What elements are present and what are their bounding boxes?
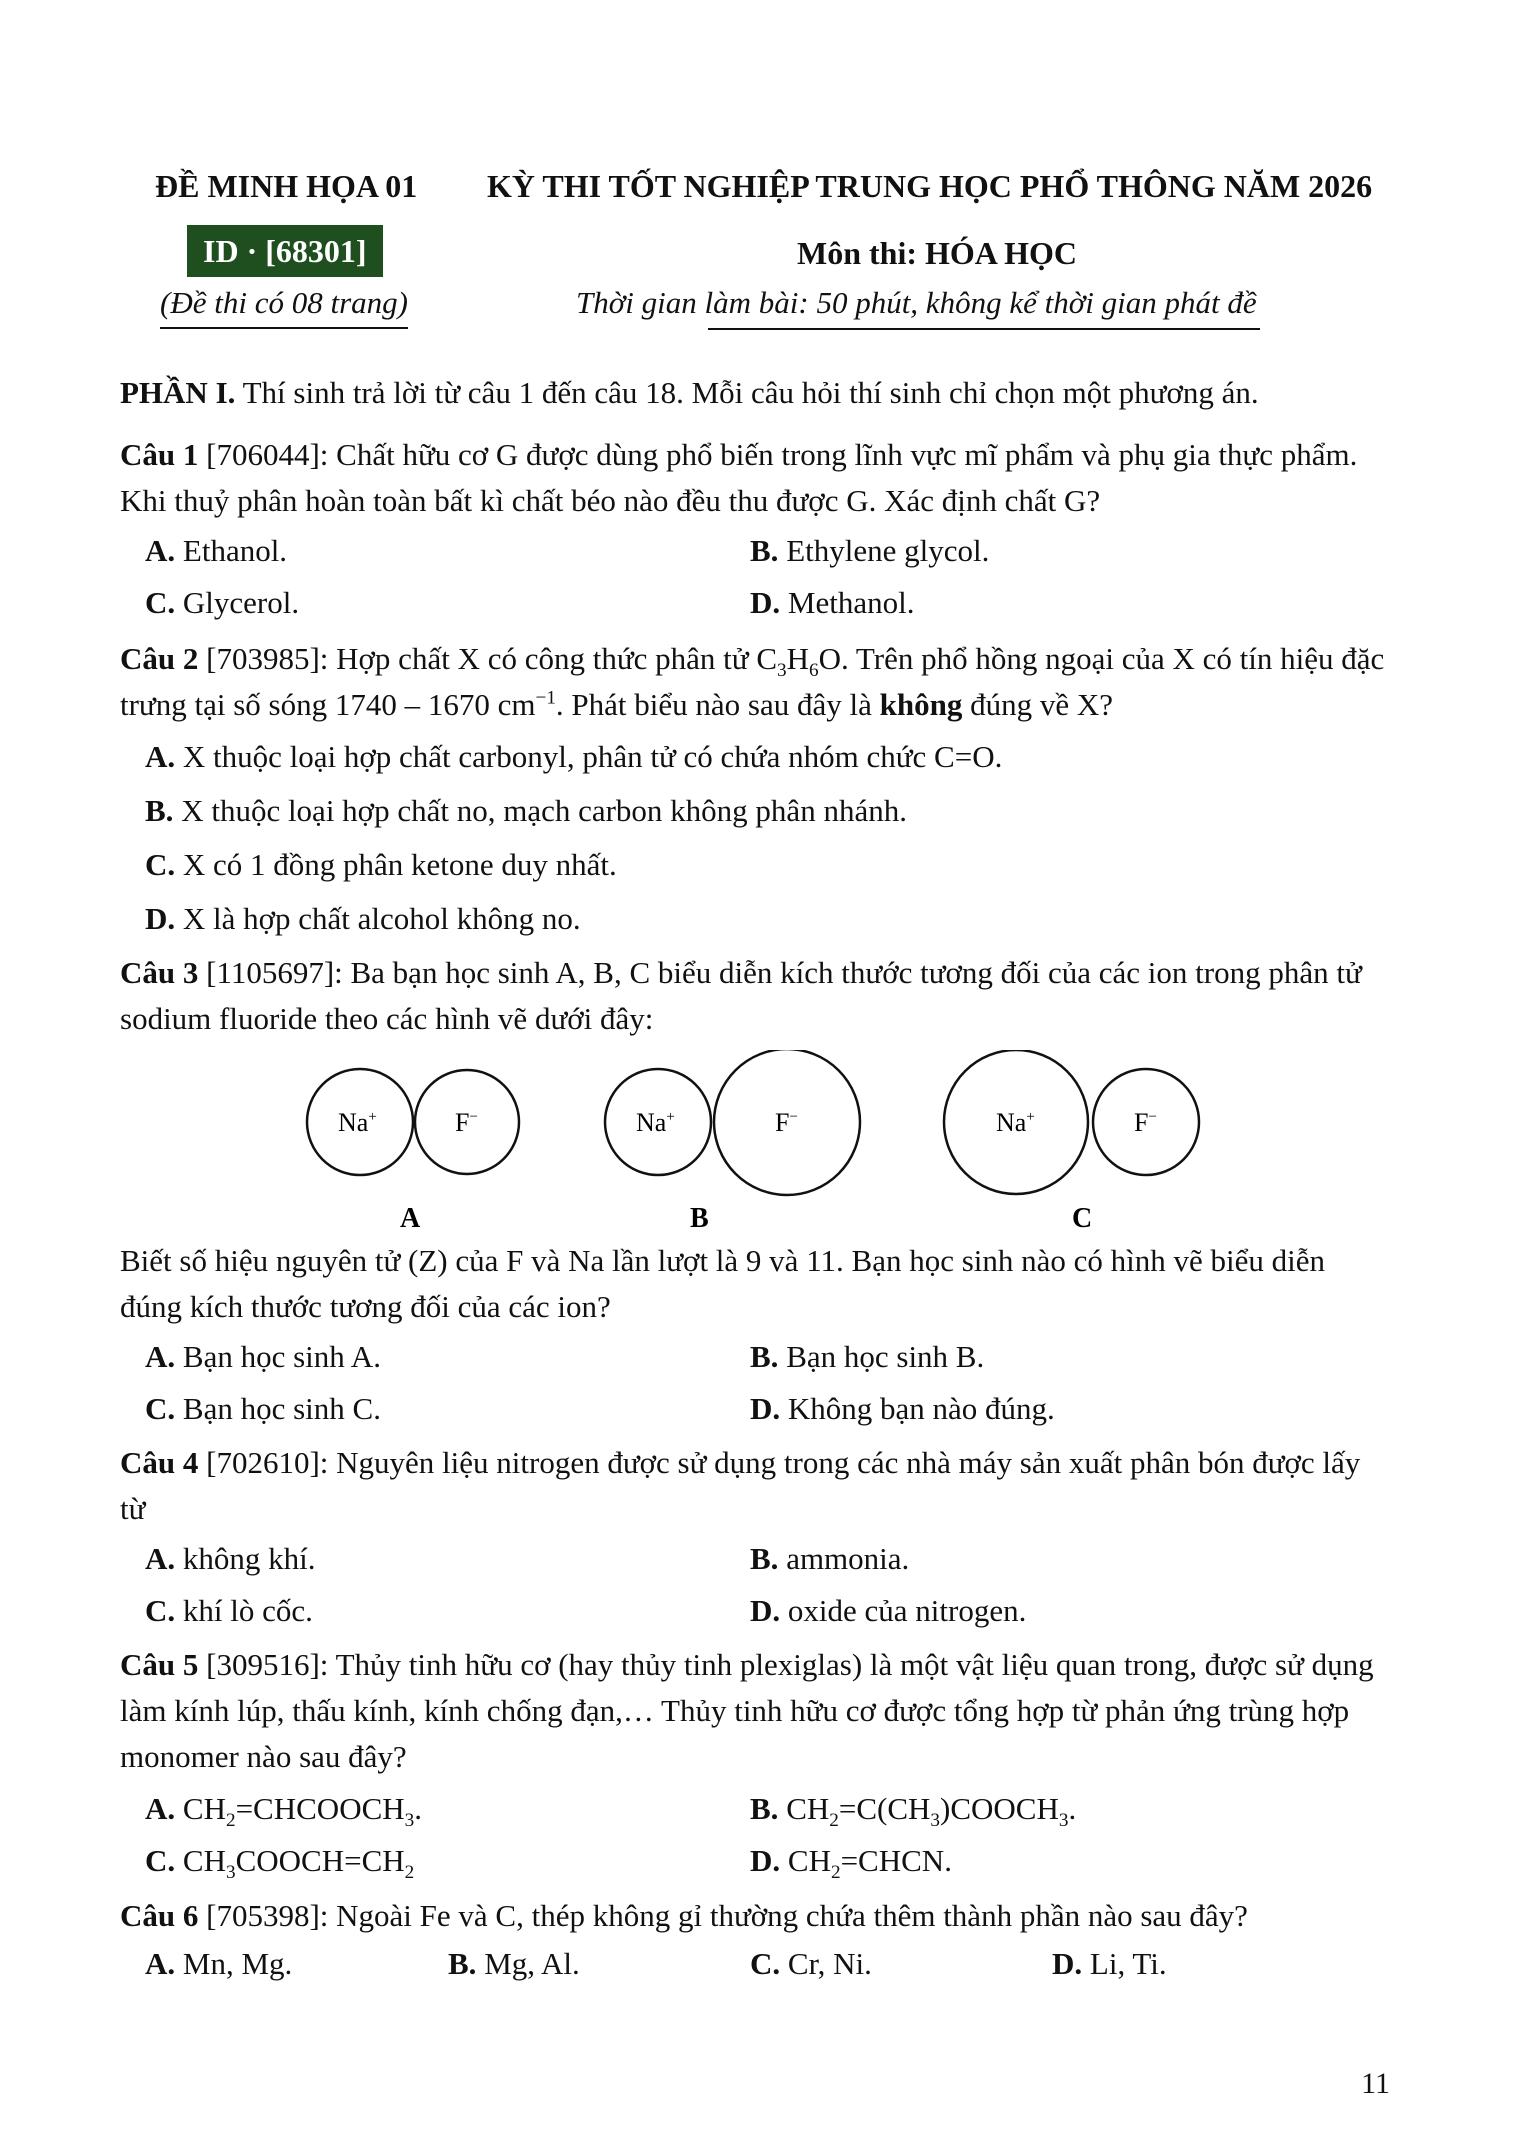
- option-letter: D.: [750, 1391, 781, 1426]
- subscript: 6: [809, 660, 819, 682]
- section-instruction: [120, 370, 1390, 416]
- option-letter: B.: [750, 1541, 779, 1576]
- q4-option-b[interactable]: [750, 1540, 909, 1579]
- option-text: Mn, Mg.: [182, 1946, 293, 1981]
- na-ion-label-b: Na+: [636, 1108, 675, 1137]
- question-6-label: Câu 6: [120, 1898, 199, 1933]
- question-1: [120, 432, 1390, 524]
- exam-code: ĐỀ MINH HỌA 01: [155, 168, 418, 204]
- option-text: Bạn học sinh B.: [786, 1339, 985, 1374]
- option-letter: C.: [145, 1391, 176, 1426]
- option-text: oxide của nitrogen.: [787, 1593, 1027, 1628]
- option-text: Bạn học sinh A.: [182, 1339, 381, 1374]
- option-letter: D.: [750, 1843, 781, 1878]
- q5-option-c[interactable]: [145, 1842, 415, 1884]
- question-4: [120, 1440, 1390, 1532]
- q5-option-a[interactable]: [145, 1790, 422, 1832]
- question-2-id: [703985]:: [206, 641, 329, 676]
- figure-caption-b: B: [690, 1203, 709, 1234]
- q1-option-d[interactable]: [750, 584, 914, 623]
- option-text: khí lò cốc.: [182, 1593, 313, 1628]
- q2-option-c[interactable]: [145, 846, 617, 885]
- option-letter: C.: [145, 1593, 176, 1628]
- q2-option-b[interactable]: [145, 792, 907, 831]
- option-letter: A.: [145, 533, 176, 568]
- option-letter: D.: [1052, 1946, 1083, 1981]
- f-ion-label-c: F−: [1134, 1108, 1157, 1137]
- q4-option-a[interactable]: [145, 1540, 316, 1579]
- question-6-id: [705398]:: [206, 1898, 329, 1933]
- q6-option-b[interactable]: [448, 1945, 580, 1984]
- q2-option-a[interactable]: [145, 738, 1002, 777]
- question-1-id: [706044]:: [206, 437, 329, 472]
- time-note: Thời gian làm bài: 50 phút, không kể thời gian phát đề: [576, 285, 1257, 320]
- f-ion-label-b: F−: [775, 1108, 798, 1137]
- question-5-id: [309516]:: [206, 1647, 329, 1682]
- figure-caption-a: A: [400, 1203, 421, 1234]
- option-letter: B.: [448, 1946, 477, 1981]
- question-2-text-d: . Phát biểu nào sau đây là: [555, 687, 880, 722]
- option-letter: C.: [145, 847, 176, 882]
- subject-line: Môn thi: HÓA HỌC: [797, 235, 1078, 271]
- option-letter: D.: [750, 585, 781, 620]
- option-formula: $CH_3COOCH=CH_2$: [182, 1843, 415, 1884]
- question-5: [120, 1642, 1390, 1780]
- f-ion-label-a: F−: [455, 1108, 478, 1137]
- superscript: −1: [535, 687, 556, 709]
- na-ion-label-c: Na+: [996, 1108, 1035, 1137]
- question-1-text: Chất hữu cơ G được dùng phổ biến trong lĩnh vực mĩ phẩm và phụ gia thực phẩm. Khi thuỷ phân hoàn toàn bất kì chất béo nào đều thu được G. Xác định chất G?: [120, 437, 1358, 518]
- option-letter: A.: [145, 1791, 176, 1826]
- question-2-label: Câu 2: [120, 641, 199, 676]
- option-letter: C.: [145, 1843, 176, 1878]
- option-text: X có 1 đồng phân ketone duy nhất.: [182, 847, 617, 882]
- id-badge: ID · [68301]: [187, 225, 383, 277]
- option-text: Methanol.: [787, 585, 915, 620]
- option-formula: $CH_2=CHCN$.: [787, 1843, 952, 1884]
- question-6-text: Ngoài Fe và C, thép không gỉ thường chứa thêm thành phần nào sau đây?: [336, 1898, 1248, 1933]
- question-3-id: [1105697]:: [206, 955, 343, 990]
- q4-option-c[interactable]: [145, 1592, 313, 1631]
- option-letter: C.: [750, 1946, 781, 1981]
- figure-caption-c: C: [1072, 1203, 1093, 1234]
- option-text: Bạn học sinh C.: [182, 1391, 381, 1426]
- option-formula: $CH_2=C(CH_3)COOCH_3$.: [786, 1791, 1077, 1832]
- exam-title: KỲ THI TỐT NGHIỆP TRUNG HỌC PHỔ THÔNG NĂM 2026: [487, 168, 1373, 204]
- question-2-text-b: H: [786, 641, 809, 676]
- q6-option-a[interactable]: [145, 1945, 292, 1984]
- option-letter: A.: [145, 1541, 176, 1576]
- question-4-label: Câu 4: [120, 1445, 199, 1480]
- question-2-text-e: đúng về X?: [962, 687, 1114, 722]
- option-letter: B.: [750, 1791, 779, 1826]
- option-letter: D.: [750, 1593, 781, 1628]
- na-ion-label-a: Na+: [338, 1108, 377, 1137]
- option-text: Không bạn nào đúng.: [787, 1391, 1055, 1426]
- q6-option-d[interactable]: [1052, 1945, 1167, 1984]
- q6-option-c[interactable]: [750, 1945, 872, 1984]
- ion-size-figure: [290, 1050, 1230, 1240]
- option-letter: C.: [145, 585, 176, 620]
- option-letter: A.: [145, 1946, 176, 1981]
- option-text: Li, Ti.: [1089, 1946, 1167, 1981]
- q1-option-c[interactable]: [145, 584, 299, 623]
- q5-option-b[interactable]: [750, 1790, 1077, 1832]
- q4-option-d[interactable]: [750, 1592, 1026, 1631]
- question-3-follow-up: Biết số hiệu nguyên tử (Z) của F và Na lần lượt là 9 và 11. Bạn học sinh nào có hình vẽ biểu diễn đúng kích thước tương đối của các ion?: [120, 1243, 1326, 1324]
- question-2-text-a: Hợp chất X có công thức phân tử C: [336, 641, 777, 676]
- question-3: [120, 950, 1390, 1042]
- option-text: X thuộc loại hợp chất carbonyl, phân tử có chứa nhóm chức C=O.: [182, 739, 1003, 774]
- question-2-text-c: O. Trên phổ hồng ngoại của X có tín hiệu đặc trưng tại số sóng 1740 – 1670 cm: [120, 641, 1385, 722]
- question-5-text: Thủy tinh hữu cơ (hay thủy tinh plexiglas) là một vật liệu quan trong, được sử dụng làm kính lúp, thấu kính, kính chống đạn,… Thủy tinh hữu cơ được tổng hợp từ phản ứng trùng hợp monomer nào sau đây?: [120, 1647, 1374, 1774]
- option-text: Glycerol.: [182, 585, 300, 620]
- option-letter: B.: [145, 793, 174, 828]
- question-1-label: Câu 1: [120, 437, 199, 472]
- q3-option-a[interactable]: [145, 1338, 381, 1377]
- page-count-note: (Đề thi có 08 trang): [160, 284, 408, 329]
- q3-option-c[interactable]: [145, 1390, 381, 1429]
- option-formula: $CH_2=CHCOOCH_3$.: [182, 1791, 422, 1832]
- option-text: Cr, Ni.: [787, 1946, 872, 1981]
- subscript: 3: [777, 660, 787, 682]
- question-6: [120, 1893, 1390, 1939]
- q2-option-d[interactable]: [145, 900, 581, 939]
- question-3-label: Câu 3: [120, 955, 199, 990]
- option-text: không khí.: [182, 1541, 316, 1576]
- section-text: Thí sinh trả lời từ câu 1 đến câu 18. Mỗi câu hỏi thí sinh chỉ chọn một phương án.: [242, 375, 1259, 410]
- question-5-label: Câu 5: [120, 1647, 199, 1682]
- option-text: X thuộc loại hợp chất no, mạch carbon không phân nhánh.: [181, 793, 907, 828]
- option-text: ammonia.: [786, 1541, 910, 1576]
- option-letter: B.: [750, 1339, 779, 1374]
- question-2-emphasis: không: [879, 687, 963, 722]
- option-letter: B.: [750, 533, 779, 568]
- time-note-underline: [708, 328, 1260, 330]
- option-text: Mg, Al.: [484, 1946, 580, 1981]
- option-letter: D.: [145, 901, 176, 936]
- option-letter: A.: [145, 1339, 176, 1374]
- q1-option-a[interactable]: [145, 532, 287, 571]
- question-4-id: [702610]:: [206, 1445, 329, 1480]
- section-label: PHẦN I.: [120, 375, 236, 410]
- question-4-text: Nguyên liệu nitrogen được sử dụng trong các nhà máy sản xuất phân bón được lấy từ: [120, 1445, 1361, 1526]
- q3-option-d[interactable]: [750, 1390, 1055, 1429]
- option-letter: A.: [145, 739, 176, 774]
- option-text: Ethanol.: [182, 533, 288, 568]
- q1-option-b[interactable]: [750, 532, 989, 571]
- question-2: [120, 636, 1390, 728]
- q3-option-b[interactable]: [750, 1338, 984, 1377]
- option-text: Ethylene glycol.: [786, 533, 990, 568]
- q5-option-d[interactable]: [750, 1842, 952, 1884]
- question-3-text: Ba bạn học sinh A, B, C biểu diễn kích thước tương đối của các ion trong phân tử sodium fluoride theo các hình vẽ dưới đây:: [120, 955, 1362, 1036]
- page-number: 11: [1361, 2067, 1390, 2100]
- option-text: X là hợp chất alcohol không no.: [182, 901, 581, 936]
